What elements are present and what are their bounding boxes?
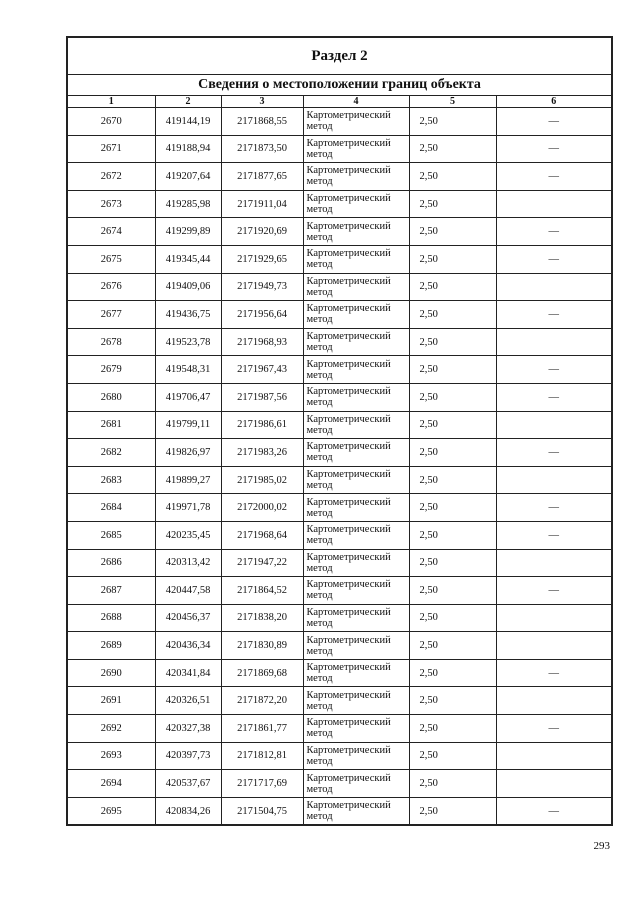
- point-number-cell: 2685: [67, 521, 155, 549]
- table-row: [67, 715, 612, 743]
- page-number: 293: [593, 840, 610, 852]
- point-number-cell: 2686: [67, 549, 155, 577]
- y-coordinate-cell: 2171504,75: [221, 797, 303, 825]
- column-number-row: [67, 96, 612, 108]
- accuracy-cell: 2,50: [409, 494, 496, 522]
- x-coordinate-cell: 420834,26: [155, 797, 221, 825]
- accuracy-cell: 2,50: [409, 549, 496, 577]
- method-cell: Картометрический метод: [303, 135, 409, 163]
- note-cell: [496, 687, 612, 715]
- point-number-cell: 2688: [67, 604, 155, 632]
- point-number-cell: 2684: [67, 494, 155, 522]
- point-number-cell: 2689: [67, 632, 155, 660]
- table-row: [67, 328, 612, 356]
- y-coordinate-cell: 2171873,50: [221, 135, 303, 163]
- table-body: [67, 108, 612, 826]
- x-coordinate-cell: 419523,78: [155, 328, 221, 356]
- x-coordinate-cell: 419409,06: [155, 273, 221, 301]
- y-coordinate-cell: 2171967,43: [221, 356, 303, 384]
- x-coordinate-cell: 420397,73: [155, 742, 221, 770]
- table-row: [67, 577, 612, 605]
- table-subtitle: Сведения о местоположении границ объекта: [67, 75, 612, 96]
- note-cell: —: [496, 356, 612, 384]
- point-number-cell: 2680: [67, 383, 155, 411]
- note-cell: —: [496, 163, 612, 191]
- note-cell: [496, 604, 612, 632]
- y-coordinate-cell: 2171812,81: [221, 742, 303, 770]
- method-cell: Картометрический метод: [303, 301, 409, 329]
- table-row: [67, 770, 612, 798]
- accuracy-cell: 2,50: [409, 797, 496, 825]
- note-cell: —: [496, 521, 612, 549]
- method-cell: Картометрический метод: [303, 577, 409, 605]
- method-cell: Картометрический метод: [303, 245, 409, 273]
- note-cell: [496, 770, 612, 798]
- x-coordinate-cell: 419188,94: [155, 135, 221, 163]
- y-coordinate-cell: 2171861,77: [221, 715, 303, 743]
- method-cell: Картометрический метод: [303, 632, 409, 660]
- x-coordinate-cell: 419207,64: [155, 163, 221, 191]
- column-header: 5: [409, 96, 496, 108]
- table-row: [67, 466, 612, 494]
- point-number-cell: 2690: [67, 659, 155, 687]
- method-cell: Картометрический метод: [303, 439, 409, 467]
- x-coordinate-cell: 419971,78: [155, 494, 221, 522]
- point-number-cell: 2673: [67, 190, 155, 218]
- y-coordinate-cell: 2171868,55: [221, 108, 303, 136]
- accuracy-cell: 2,50: [409, 466, 496, 494]
- table-row: [67, 218, 612, 246]
- column-header: 6: [496, 96, 612, 108]
- method-cell: Картометрический метод: [303, 549, 409, 577]
- table-row: [67, 273, 612, 301]
- x-coordinate-cell: 419299,89: [155, 218, 221, 246]
- method-cell: Картометрический метод: [303, 742, 409, 770]
- note-cell: —: [496, 218, 612, 246]
- table-row: [67, 439, 612, 467]
- accuracy-cell: 2,50: [409, 190, 496, 218]
- method-cell: Картометрический метод: [303, 659, 409, 687]
- column-header: 3: [221, 96, 303, 108]
- method-cell: Картометрический метод: [303, 797, 409, 825]
- point-number-cell: 2695: [67, 797, 155, 825]
- note-cell: —: [496, 577, 612, 605]
- x-coordinate-cell: 420313,42: [155, 549, 221, 577]
- table-row: [67, 108, 612, 136]
- table-row: [67, 604, 612, 632]
- y-coordinate-cell: 2171864,52: [221, 577, 303, 605]
- method-cell: Картометрический метод: [303, 770, 409, 798]
- y-coordinate-cell: 2171929,65: [221, 245, 303, 273]
- accuracy-cell: 2,50: [409, 328, 496, 356]
- method-cell: Картометрический метод: [303, 218, 409, 246]
- accuracy-cell: 2,50: [409, 218, 496, 246]
- x-coordinate-cell: 420326,51: [155, 687, 221, 715]
- accuracy-cell: 2,50: [409, 383, 496, 411]
- point-number-cell: 2681: [67, 411, 155, 439]
- table-row: [67, 356, 612, 384]
- note-cell: [496, 273, 612, 301]
- note-cell: —: [496, 108, 612, 136]
- y-coordinate-cell: 2171983,26: [221, 439, 303, 467]
- y-coordinate-cell: 2171986,61: [221, 411, 303, 439]
- y-coordinate-cell: 2171968,93: [221, 328, 303, 356]
- point-number-cell: 2671: [67, 135, 155, 163]
- table-row: [67, 135, 612, 163]
- accuracy-cell: 2,50: [409, 135, 496, 163]
- x-coordinate-cell: 420436,34: [155, 632, 221, 660]
- x-coordinate-cell: 420537,67: [155, 770, 221, 798]
- accuracy-cell: 2,50: [409, 356, 496, 384]
- method-cell: Картометрический метод: [303, 687, 409, 715]
- x-coordinate-cell: 420327,38: [155, 715, 221, 743]
- accuracy-cell: 2,50: [409, 163, 496, 191]
- note-cell: [496, 328, 612, 356]
- method-cell: Картометрический метод: [303, 328, 409, 356]
- y-coordinate-cell: 2171869,68: [221, 659, 303, 687]
- y-coordinate-cell: 2171830,89: [221, 632, 303, 660]
- table-row: [67, 245, 612, 273]
- x-coordinate-cell: 420456,37: [155, 604, 221, 632]
- x-coordinate-cell: 419548,31: [155, 356, 221, 384]
- table-row: [67, 383, 612, 411]
- x-coordinate-cell: 419144,19: [155, 108, 221, 136]
- column-header: 2: [155, 96, 221, 108]
- method-cell: Картометрический метод: [303, 273, 409, 301]
- accuracy-cell: 2,50: [409, 659, 496, 687]
- accuracy-cell: 2,50: [409, 411, 496, 439]
- x-coordinate-cell: 419285,98: [155, 190, 221, 218]
- method-cell: Картометрический метод: [303, 411, 409, 439]
- boundary-table: [66, 36, 613, 826]
- y-coordinate-cell: 2171968,64: [221, 521, 303, 549]
- table-row: [67, 687, 612, 715]
- accuracy-cell: 2,50: [409, 742, 496, 770]
- x-coordinate-cell: 419436,75: [155, 301, 221, 329]
- y-coordinate-cell: 2171956,64: [221, 301, 303, 329]
- note-cell: [496, 411, 612, 439]
- accuracy-cell: 2,50: [409, 521, 496, 549]
- point-number-cell: 2682: [67, 439, 155, 467]
- x-coordinate-cell: 420447,58: [155, 577, 221, 605]
- method-cell: Картометрический метод: [303, 190, 409, 218]
- note-cell: —: [496, 659, 612, 687]
- column-header: 1: [67, 96, 155, 108]
- table-row: [67, 549, 612, 577]
- y-coordinate-cell: 2171949,73: [221, 273, 303, 301]
- note-cell: —: [496, 494, 612, 522]
- note-cell: [496, 190, 612, 218]
- note-cell: —: [496, 715, 612, 743]
- accuracy-cell: 2,50: [409, 439, 496, 467]
- accuracy-cell: 2,50: [409, 604, 496, 632]
- method-cell: Картометрический метод: [303, 356, 409, 384]
- point-number-cell: 2674: [67, 218, 155, 246]
- method-cell: Картометрический метод: [303, 383, 409, 411]
- point-number-cell: 2683: [67, 466, 155, 494]
- method-cell: Картометрический метод: [303, 108, 409, 136]
- y-coordinate-cell: 2171985,02: [221, 466, 303, 494]
- x-coordinate-cell: 419899,27: [155, 466, 221, 494]
- table-row: [67, 411, 612, 439]
- x-coordinate-cell: 419799,11: [155, 411, 221, 439]
- accuracy-cell: 2,50: [409, 770, 496, 798]
- note-cell: —: [496, 439, 612, 467]
- y-coordinate-cell: 2171717,69: [221, 770, 303, 798]
- table-row: [67, 190, 612, 218]
- point-number-cell: 2691: [67, 687, 155, 715]
- point-number-cell: 2679: [67, 356, 155, 384]
- note-cell: —: [496, 301, 612, 329]
- accuracy-cell: 2,50: [409, 301, 496, 329]
- section-title: Раздел 2: [67, 37, 612, 75]
- y-coordinate-cell: 2171877,65: [221, 163, 303, 191]
- accuracy-cell: 2,50: [409, 108, 496, 136]
- note-cell: —: [496, 383, 612, 411]
- y-coordinate-cell: 2171872,20: [221, 687, 303, 715]
- x-coordinate-cell: 419345,44: [155, 245, 221, 273]
- y-coordinate-cell: 2171947,22: [221, 549, 303, 577]
- point-number-cell: 2675: [67, 245, 155, 273]
- point-number-cell: 2687: [67, 577, 155, 605]
- method-cell: Картометрический метод: [303, 494, 409, 522]
- note-cell: —: [496, 245, 612, 273]
- method-cell: Картометрический метод: [303, 466, 409, 494]
- x-coordinate-cell: 420235,45: [155, 521, 221, 549]
- y-coordinate-cell: 2171920,69: [221, 218, 303, 246]
- table-row: [67, 521, 612, 549]
- table-row: [67, 163, 612, 191]
- accuracy-cell: 2,50: [409, 245, 496, 273]
- table-row: [67, 632, 612, 660]
- note-cell: —: [496, 797, 612, 825]
- point-number-cell: 2693: [67, 742, 155, 770]
- point-number-cell: 2692: [67, 715, 155, 743]
- point-number-cell: 2676: [67, 273, 155, 301]
- point-number-cell: 2677: [67, 301, 155, 329]
- accuracy-cell: 2,50: [409, 687, 496, 715]
- note-cell: [496, 549, 612, 577]
- point-number-cell: 2678: [67, 328, 155, 356]
- note-cell: —: [496, 135, 612, 163]
- y-coordinate-cell: 2171838,20: [221, 604, 303, 632]
- method-cell: Картометрический метод: [303, 604, 409, 632]
- point-number-cell: 2694: [67, 770, 155, 798]
- table-row: [67, 494, 612, 522]
- note-cell: [496, 742, 612, 770]
- method-cell: Картометрический метод: [303, 163, 409, 191]
- x-coordinate-cell: 419706,47: [155, 383, 221, 411]
- column-header: 4: [303, 96, 409, 108]
- method-cell: Картометрический метод: [303, 521, 409, 549]
- table-row: [67, 742, 612, 770]
- x-coordinate-cell: 420341,84: [155, 659, 221, 687]
- note-cell: [496, 466, 612, 494]
- point-number-cell: 2670: [67, 108, 155, 136]
- table-row: [67, 301, 612, 329]
- accuracy-cell: 2,50: [409, 715, 496, 743]
- accuracy-cell: 2,50: [409, 632, 496, 660]
- accuracy-cell: 2,50: [409, 273, 496, 301]
- accuracy-cell: 2,50: [409, 577, 496, 605]
- y-coordinate-cell: 2171911,04: [221, 190, 303, 218]
- table-row: [67, 659, 612, 687]
- point-number-cell: 2672: [67, 163, 155, 191]
- document-page: [66, 36, 611, 826]
- table-row: [67, 797, 612, 825]
- y-coordinate-cell: 2172000,02: [221, 494, 303, 522]
- y-coordinate-cell: 2171987,56: [221, 383, 303, 411]
- note-cell: [496, 632, 612, 660]
- method-cell: Картометрический метод: [303, 715, 409, 743]
- x-coordinate-cell: 419826,97: [155, 439, 221, 467]
